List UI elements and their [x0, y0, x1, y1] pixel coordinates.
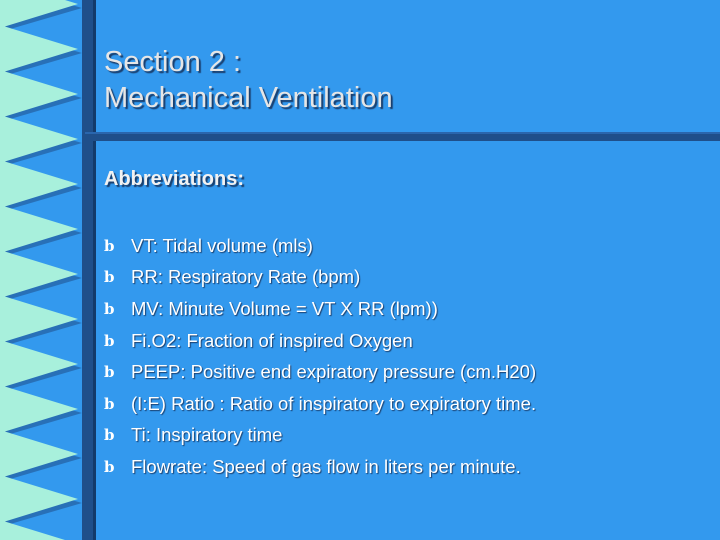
vertical-bar [82, 0, 93, 540]
list-item-text: (I:E) Ratio : Ratio of inspiratory to expiratory time. [131, 392, 537, 414]
sawtooth-triangle [0, 0, 78, 28]
list-item [104, 420, 536, 452]
bullet-icon: b [104, 299, 115, 318]
left-sawtooth-border [0, 0, 82, 540]
title-line-1: Section 2 : [104, 46, 242, 78]
list-item [104, 262, 536, 294]
sawtooth-triangle [0, 205, 78, 253]
list-item-text: PEEP: Positive end expiratory pressure (cm.H20) [131, 361, 537, 383]
list-item-text: Ti: Inspiratory time [131, 424, 283, 446]
list-item [104, 388, 536, 420]
bullet-icon: b [104, 426, 115, 445]
sawtooth-triangle [0, 70, 78, 118]
list-item-text: VT: Tidal volume (mls) [131, 234, 313, 256]
list-item-text: Fi.O2: Fraction of inspired Oxygen [131, 329, 413, 351]
title-line-2: Mechanical Ventilation [104, 82, 393, 114]
sawtooth-triangle [0, 430, 78, 478]
sawtooth-triangle [0, 475, 78, 523]
sawtooth-triangle [0, 295, 78, 343]
bullet-icon: b [104, 331, 115, 350]
sawtooth-triangle [0, 250, 78, 298]
sawtooth-triangle [0, 160, 78, 208]
abbreviation-list [104, 230, 536, 483]
sawtooth-triangle [0, 385, 78, 433]
vertical-bar-shadow [93, 0, 96, 540]
sawtooth-triangle [0, 340, 78, 388]
bullet-icon: b [104, 394, 115, 413]
list-item [104, 325, 536, 357]
list-item [104, 230, 536, 262]
bullet-icon: b [104, 268, 115, 287]
sawtooth-triangle [0, 25, 78, 73]
list-item-text: Flowrate: Speed of gas flow in liters per minute. [131, 455, 521, 477]
bullet-icon: b [104, 236, 115, 255]
horizontal-divider-highlight [85, 132, 720, 134]
page-title [104, 44, 393, 116]
list-item [104, 356, 536, 388]
list-item-text: MV: Minute Volume = VT X RR (lpm)) [131, 297, 438, 319]
sawtooth-triangle [0, 115, 78, 163]
bullet-icon: b [104, 363, 115, 382]
list-item [104, 451, 536, 483]
section-heading: Abbreviations: [104, 168, 245, 190]
list-item [104, 293, 536, 325]
list-item-text: RR: Respiratory Rate (bpm) [131, 266, 361, 288]
bullet-icon: b [104, 457, 115, 476]
